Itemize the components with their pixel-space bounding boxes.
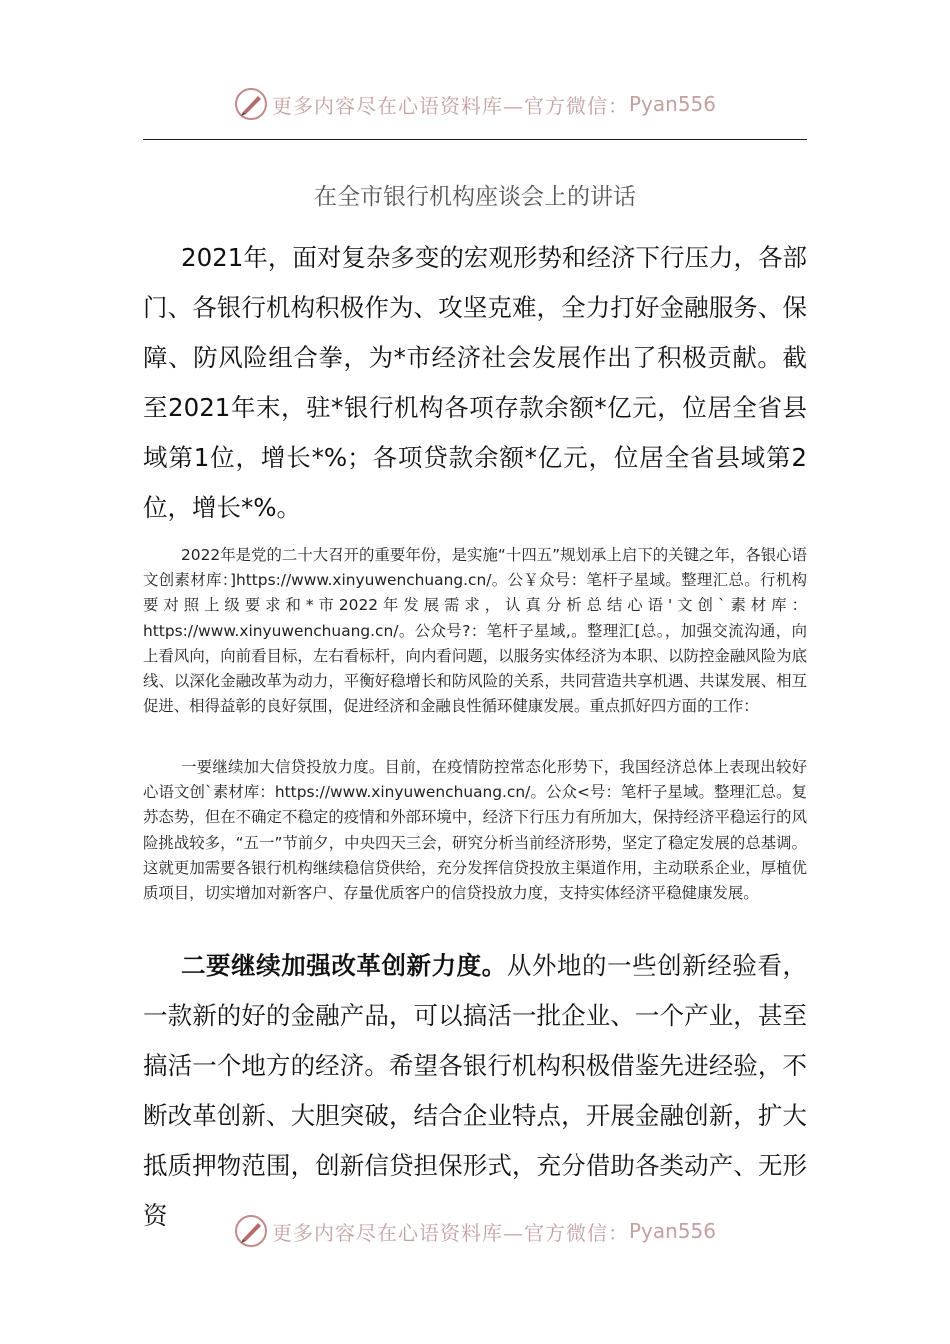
banner-wechat-id: Pyan556 xyxy=(628,92,716,116)
banner-text: 更多内容尽在心语资料库—官方微信： xyxy=(271,93,629,118)
banner-wechat-id: Pyan556 xyxy=(628,1219,716,1243)
paragraph-4-heading: 二要继续加强改革创新力度。 xyxy=(181,951,507,980)
footer-banner xyxy=(0,1211,950,1251)
paragraph-3: 一要继续加大信贷投放力度。目前，在疫情防控常态化形势下，我国经济总体上表现出较好心语文创`素材库：https://www.xinyuwenchuang.cn/。公众<号：笔杆子星域。整理汇总。复苏态势，但在不确定不稳定的疫情和外部环境中，经济下行压力有所加大，保持经济平稳运行的风险挑战较多，“五一”节前夕，中央四天三会，研究分析当前经济形势，坚定了稳定发展的总基调。这就更加需要各银行机构继续稳信贷供给，充分发挥信贷投放主渠道作用，主动联系企业，厚植优质项目，切实增加对新客户、存量优质客户的信贷投放力度，支持实体经济平稳健康发展。 xyxy=(143,758,807,903)
banner-text: 更多内容尽在心语资料库—官方微信： xyxy=(271,1220,629,1245)
pen-logo-icon xyxy=(234,87,268,121)
header-divider xyxy=(143,139,807,140)
paragraph-4 xyxy=(143,941,807,1230)
paragraph-1: 2021年，面对复杂多变的宏观形势和经济下行压力，各部门、各银行机构积极作为、攻坚克难，全力打好金融服务、保障、防风险组合拳，为*市经济社会发展作出了积极贡献。截至2021年末，驻*银行机构各项存款余额*亿元，位居全省县域第1位，增长*%；各项贷款余额*亿元，位居全省县域第2位，增长*%。 xyxy=(143,243,807,522)
paragraph-4-body: 从外地的一些创新经验看，一款新的好的金融产品，可以搞活一批企业、一个产业，甚至搞活一个地方的经济。希望各银行机构积极借鉴先进经验，不断改革创新、大胆突破，结合企业特点，开展金融创新，扩大抵质押物范围，创新信贷担保形式，充分借助各类动产、无形资 xyxy=(143,951,807,1230)
paragraph-2: 2022年是党的二十大召开的重要年份，是实施“十四五”规划承上启下的关键之年，各银心语文创素材库：]https://www.xinyuwenchuang.cn/。公￥众号：笔杆子星域。整理汇总。行机构要对照上级要求和*市2022年发展需求，认真分析总结心语'文创`素材库：https://www.xinyuwenchuang.cn/。公众号?：笔杆子星域,。整理汇[总。，加强交流沟通，向上看风向，向前看目标，左右看标杆，向内看问题，以服务实体经济为本职、以防控金融风险为底线、以深化金融改革为动力，平衡好稳增长和防风险的关系，共同营造共享机遇、共谋发展、相互促进、相得益彰的良好氛围，促进经济和金融良性循环健康发展。重点抓好四方面的工作： xyxy=(143,546,807,716)
header-banner xyxy=(0,84,950,124)
document-title: 在全市银行机构座谈会上的讲话 xyxy=(314,184,636,210)
pen-logo-icon xyxy=(234,1214,268,1248)
